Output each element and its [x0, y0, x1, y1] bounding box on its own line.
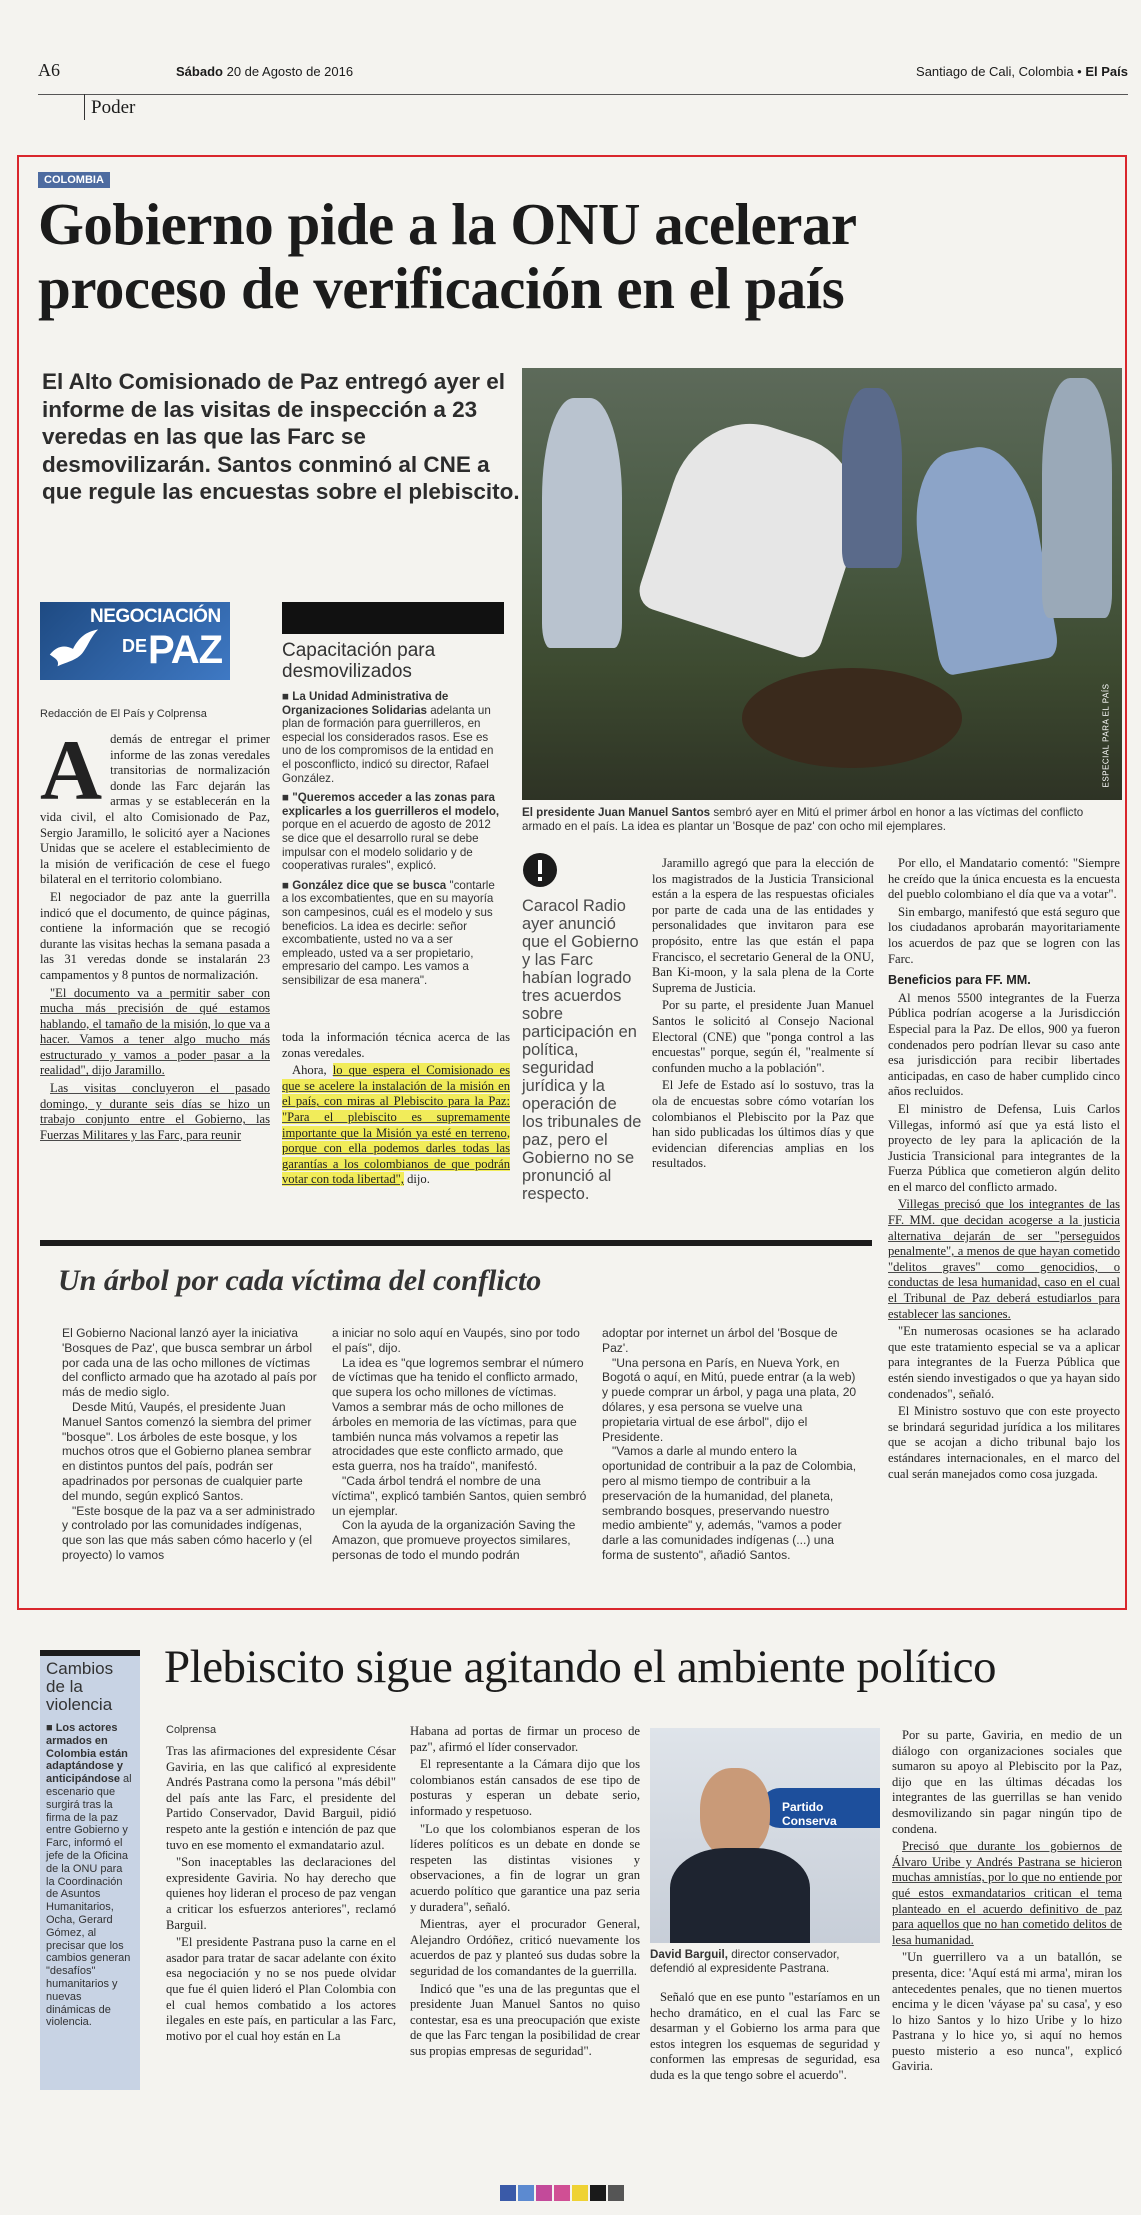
tree-paragraph: "Cada árbol tendrá el nombre de una víctima", explicó también Santos, quien sembró un ejemplar. — [332, 1473, 587, 1518]
photo-soil — [742, 668, 962, 768]
article-paragraph: Villegas precisó que los integrantes de las FF. MM. que decidan acogerse a la justicia alternativa dejarán de ser "perseguidos penalmente", a menos de que hayan cometido "delitos graves" como genocidios, o conductas de lesa humanidad, caso en el cual el Tribunal de Paz deberá estudiarlos para establecer las sanciones. — [888, 1197, 1120, 1321]
article-paragraph: "Lo que los colombianos esperan de los líderes políticos es un debate en donde se respeten las distintas visiones y observaciones, a fin de lograr un gran acuerdo político que garantice una paz seria y duradera", señaló. — [410, 1821, 640, 1914]
color-swatch — [590, 2185, 606, 2201]
article-paragraph: "El presidente Pastrana puso la carne en el asador para tratar de sacar adelante con éxito esa negociación y no se nos puede olvidar que fue él quien lideró el Plan Colombia con el cual hemos combatido a los actores ilegales en este país, en particular a las Farc, motivo por el cual hoy están en La — [166, 1935, 396, 2043]
violence-sidebar — [40, 1650, 140, 2090]
article-paragraph: Señaló que en ese punto "estaríamos en un hecho dramático, en el cual las Farc se desarman y el Gobierno los arma para que estos integren los esquemas de seguridad y conformen las empresas de seguridad, esa duda es la que tengo sobre el acuerdo". — [650, 1990, 880, 2082]
caption-text: sembró ayer en Mitú el primer árbol en honor a las víctimas del conflicto armado en el país. La idea es plantar un 'Bosque de paz' con ocho mil ejemplares. — [522, 806, 1084, 833]
second-byline: Colprensa — [166, 1724, 217, 1736]
sidebar-bullet-2: ■ "Queremos acceder a las zonas para explicarles a los guerrilleros el modelo, porque en el acuerdo de agosto de 2012 se dice que el desarrollo rural se debe impulsar con el modelo solidario y de cooperativas rurales", explicó. — [282, 791, 500, 873]
headline-line-2: proceso de verificación en el país — [38, 255, 845, 321]
sidebar-bullets — [282, 690, 504, 987]
article-column-2 — [282, 1030, 510, 1190]
tree-column-3 — [602, 1326, 858, 1563]
photo-credit: ESPECIAL PARA EL PAÍS — [1101, 683, 1111, 788]
article-column-5 — [888, 856, 1120, 1484]
barguil-photo — [650, 1728, 880, 1943]
article-paragraph: El ministro de Defensa, Luis Carlos Villegas, informó así que ya está listo el proyecto de ley para la aplicación de la Justicia Transicional para integrantes de la Fuerza Pública que cometieron algún delito en el marco del conflicto armado. — [888, 1101, 1120, 1194]
sidebar-bullet-3-text: "contarle a los excombatientes, que en su mayoría son campesinos, cuál es el modelo y sus beneficios. La idea es decirle: señor excombatiente, usted no va a ser empleado, usted va a ser propietario, empresario del campo. Les vamos a sensibilizar de esa manera". — [282, 878, 495, 987]
issue-date — [176, 64, 353, 79]
sidebar-bullet-1: ■ La Unidad Administrativa de Organizaciones Solidarias adelanta un plan de formación para guerrilleros, en especial los considerados rasos. Ese es uno de los compromisos de la entidad en el posconflicto, indicó su director, Rafael González. — [282, 690, 494, 785]
training-sidebar — [282, 602, 504, 987]
paragraph-start: Ahora, — [292, 1063, 327, 1078]
article-paragraph: Precisó que durante los gobiernos de Álvaro Uribe y Andrés Pastrana se hicieron muchas amnistías, por lo que no entiende por qué estos exmandatarios critican el tema planteado en el acuerdo definitivo de paz para aquellos que no han cometido delitos de lesa humanidad. — [892, 1839, 1122, 1947]
logo-text-negociacion: NEGOCIACIÓN — [90, 606, 221, 627]
article-paragraph: "Un guerrillero va a un batallón, se presenta, dice: 'Aquí está mi arma', miran los antecedentes penales, que no tienen muertos encima y le dicen 'váyase pa' su casa', y eso lo hizo Santos y lo hizo Uribe y lo hizo Pastrana y lo hice yo, si aquí no hemos puesto misterio a eso nunca", explicó Gaviria. — [892, 1950, 1122, 2074]
tree-paragraph: El Gobierno Nacional lanzó ayer la iniciativa 'Bosques de Paz', que busca sembrar un árbol por cada una de las ocho millones de víctimas del conflicto armado que ha azotado al país por más de medio siglo. — [62, 1326, 317, 1400]
caption-bold: El presidente Juan Manuel Santos — [522, 806, 711, 819]
city-text: Santiago de Cali, Colombia • — [916, 64, 1082, 79]
sidebar-bullet-2-bold: "Queremos acceder a las zonas para explicarles a los guerrilleros el modelo, — [282, 791, 500, 818]
callout-box — [522, 852, 642, 1203]
article-paragraph: Por ello, el Mandatario comentó: "Siempre he creído que la única encuesta es la encuesta del pueblo colombiano el día que va a votar". — [888, 856, 1120, 902]
article-paragraph: Mientras, ayer el procurador General, Alejandro Ordóñez, criticó nuevamente los acuerdos de paz y planteó sus dudas sobre la seguridad de los comandantes de la guerrilla. — [410, 1917, 640, 1978]
article-paragraph: Las visitas concluyeron el pasado domingo, y durante seis días se hizo un trabajo conjunto entre el Gobierno, las Fuerzas Militares y las Farc, para reunir — [40, 1081, 270, 1142]
tree-feature-box — [40, 1240, 872, 1605]
second-column-3 — [650, 1990, 880, 2086]
tree-column-2 — [332, 1326, 588, 1563]
section-label: Poder — [91, 97, 136, 118]
second-column-1 — [166, 1744, 396, 2046]
first-paragraph-text: demás de entregar el primer informe de las zonas veredales transitorias de normalización donde las Farc dejarán las armas y se establecerán en la vida civil, el alto Comisionado de Paz, Sergio Jaramillo, le solicitó ayer a Naciones Unidas que se acelere el establecimiento de la misión de verificación de cese el fuego bilateral en el territorio colombiano. — [40, 732, 270, 887]
tree-column-1 — [62, 1326, 318, 1563]
article-paragraph: Tras las afirmaciones del expresidente César Gaviria, en las que calificó al expresidente Andrés Pastrana como la persona "más débil" del país ante las Farc, el presidente del Partido Conservador, David Barguil, pidió respeto ante la gestión e intención de paz que tuvo en ese momento el exmandatario azul. — [166, 1744, 396, 1852]
article-paragraph: Por su parte, el presidente Juan Manuel Santos le solicitó al Consejo Nacional Electoral (CNE) que "ponga control a las encuestas" porque, según él, "realmente sí confunden mucho a la población". — [652, 998, 874, 1075]
sidebar-title: Capacitación para desmovilizados — [282, 640, 436, 682]
tree-paragraph: "Una persona en París, en Nueva York, en Bogotá o aquí, en Mitú, puede entrar (a la web) y puede comprar un árbol, y paga una plata, 20 dólares, y esa persona se vuelve una propietaria virtual de ese árbol", dijo el Presidente. — [602, 1355, 857, 1444]
sidebar-bullet-3-bold: González dice que se busca — [292, 878, 447, 892]
article-column-1 — [40, 722, 270, 1145]
photo-figure — [904, 439, 1060, 676]
article-paragraph: El representante a la Cámara dijo que los colombianos están cansados de ese tipo de posturas y esperan un debate serio, informado y respetuoso. — [410, 1757, 640, 1818]
paragraph-end: dijo. — [407, 1172, 430, 1187]
tree-paragraph: adoptar por internet un árbol del 'Bosque de Paz'. — [602, 1326, 838, 1355]
article-paragraph: Sin embargo, manifestó que está seguro que los ciudadanos aprobarán mayoritariamente los acuerdos de paz que se logren con las Farc. — [888, 904, 1120, 966]
violence-sidebar-bold: Los actores armados en Colombia están adaptándose y anticipándose — [46, 1722, 128, 1786]
tree-paragraph: Con la ayuda de la organización Saving the Amazon, que promueve proyectos similares, personas de todo el mundo podrán — [332, 1518, 576, 1562]
color-swatch — [518, 2185, 534, 2201]
issue-day: Sábado — [176, 64, 223, 79]
logo-text-paz: PAZ — [148, 628, 223, 672]
main-headline — [38, 192, 1118, 320]
section-tab — [84, 94, 148, 120]
photo-figure — [842, 388, 902, 568]
tree-paragraph: Desde Mitú, Vaupés, el presidente Juan Manuel Santos comenzó la siembra del primer "bosque". Los árboles de este bosque, y los muchos otros que el Gobierno planea sembrar en distintos puntos del país, podrán ser apadrinados por personas de cualquier parte del mundo, según explicó Santos. — [62, 1399, 312, 1503]
subhead-benefits: Beneficios para FF. MM. — [888, 973, 1031, 988]
second-column-2 — [410, 1724, 640, 2061]
tree-feature-title: Un árbol por cada víctima del conflicto — [58, 1264, 542, 1297]
tree-paragraph: "Vamos a darle al mundo entero la oportunidad de contribuir a la paz de Colombia, pero al mismo tiempo de contribuir a la preservación de la humanidad, del planeta, sembrando bosques, preservando nuestro medio ambiente" y, además, "vamos a poder darle a las comunidades indígenas (...) una forma de sustento", añadió Santos. — [602, 1444, 857, 1562]
sidebar-bullet-2-text: porque en el acuerdo de agosto de 2012 se dice que el desarrollo rural se debe impulsar con el modelo solidario y de cooperativas rurales", explicó. — [282, 818, 491, 873]
highlighted-paragraph — [282, 1063, 510, 1188]
second-headline: Plebiscito sigue agitando el ambiente político — [164, 1641, 996, 1693]
color-swatch — [536, 2185, 552, 2201]
violence-sidebar-text: ■ Los actores armados en Colombia están adaptándose y anticipándose al escenario que surgirá tras la firma de la paz entre Gobierno y Farc, informó el jefe de la Oficina de la ONU para la Coordinación de Asuntos Humanitarios, Ocha, Gerard Gómez, al precisar que los cambios generan "desafíos" humanitarios y nuevas dinámicas de violencia. — [46, 1722, 132, 2029]
photo-head — [700, 1768, 770, 1858]
color-swatch — [608, 2185, 624, 2201]
photo-suit — [670, 1848, 810, 1943]
page-number: A6 — [38, 60, 60, 80]
masthead-location — [916, 64, 1128, 79]
header-rule — [38, 94, 1128, 95]
photo-banner — [760, 1788, 880, 1828]
sidebar-bullet-1-text: adelanta un plan de formación para guerrilleros, en especial los considerados rasos. Ese es uno de los compromisos de la entidad en el posconflicto, indicó su director, Rafael González. — [282, 703, 494, 785]
article-paragraph: Al menos 5500 integrantes de la Fuerza Pública podrían acogerse a la Jurisdicción Especial para la Paz. De ellos, 900 ya fueron condenados pero podrían llevar su caso ante esa jurisdicción para recibir libertades anticipadas, en caso de haber cumplido cinco años recluidos. — [888, 990, 1120, 1099]
violence-sidebar-title: Cambios de la violencia — [46, 1659, 114, 1714]
article-column-4 — [652, 856, 874, 1174]
drop-cap: A — [40, 722, 103, 818]
article-paragraph: "Son inaceptables las declaraciones del expresidente Gaviria. No hay derecho que quienes hoy lideran el proceso de paz vengan a criticar los esfuerzos anteriores", reclamó Barguil. — [166, 1855, 396, 1932]
photo-figure — [542, 398, 622, 648]
sidebar-bullet-3: ■ González dice que se busca "contarle a los excombatientes, que en su mayoría son campesinos, cuál es el modelo y sus beneficios. La idea es decirle: señor excombatiente, usted no va a ser empleado, usted va a ser propietario, empresario del campo. Les vamos a sensibilizar de esa manera". — [282, 878, 495, 987]
violence-sidebar-body: al escenario que surgirá tras la firma de la paz entre Gobierno y Farc, informó el jefe de la Oficina de la ONU para la Coordinación de Asuntos Humanitarios, Ocha, Gerard Gómez, al precisar que los cambios generan "desafíos" humanitarios y nuevas dinámicas de violencia. — [46, 1773, 132, 2029]
color-swatch — [572, 2185, 588, 2201]
article-paragraph: "El documento va a permitir saber con mucha más precisión de qué estamos hablando, el tamaño de la misión, lo que va a hacer. Vamos a tener algo mucho más estructurado y vamos a poder pasar a la realidad", dijo Jaramillo. — [40, 985, 270, 1078]
color-swatch — [554, 2185, 570, 2201]
issue-date-rest: 20 de Agosto de 2016 — [226, 64, 354, 79]
article-paragraph: toda la información técnica acerca de las zonas veredales. — [282, 1030, 510, 1060]
color-swatch — [500, 2185, 516, 2201]
second-column-4 — [892, 1728, 1122, 2077]
peace-negotiation-logo — [40, 602, 230, 680]
lead-paragraph: El Alto Comisionado de Paz entregó ayer el informe de las visitas de inspección a 23 veredas en las que las Farc se desmovilizarán. Santos conminó al CNE a que regule las encuestas sobre el plebiscito. — [42, 369, 520, 504]
barguil-caption — [650, 1948, 880, 1976]
headline-line-1: Gobierno pide a la ONU acelerar — [38, 191, 857, 257]
tree-paragraph: La idea es "que logremos sembrar el número de víctimas que ha tenido el conflicto armado, que supera los ocho millones de víctimas. Vamos a sembrar más de ocho millones de árboles en memoria de las víctimas, para que también nunca más volvamos a repetir las atrocidades que este conflicto armado, que esta guerra, nos ha traído", manifestó. — [332, 1355, 584, 1474]
tree-paragraph: "Este bosque de la paz va a ser administrado y controlado por las comunidades indígenas, que son las que más saben cómo hacerlo y (el proyecto) lo vamos — [62, 1503, 315, 1562]
photo-figure — [1042, 378, 1112, 618]
article-paragraph: El negociador de paz ante la guerrilla indicó que el documento, de quince páginas, contiene la información que se recogió durante las visitas hechas la semana pasada a las 31 veredas donde se instalarán 23 campamentos y 8 puntos de normalización. — [40, 889, 270, 982]
logo-text-de: DE — [122, 636, 148, 656]
caption-text: director conservador, defendió al expresidente Pastrana. — [650, 1948, 840, 1975]
article-paragraph: Jaramillo agregó que para la elección de los magistrados de la Justicia Transicional están a la espera de las respuestas oficiales por parte de cada una de las entidades y personalidades que invitaron para ese propósito, entre las que están el papa Francisco, el secretario General de la ONU, Ban Ki-moon, y la sala plena de la Corte Suprema de Justicia. — [652, 856, 874, 995]
paper-name: El País — [1085, 64, 1128, 79]
callout-text: Caracol Radio ayer anunció que el Gobierno y las Farc habían logrado tres acuerdos sobre participación en política, seguridad jurídica y la operación de los tribunales de paz, pero el Gobierno no se pronunció al respecto. — [522, 897, 642, 1203]
article-first-paragraph — [40, 722, 270, 888]
photo-caption — [522, 806, 1122, 834]
article-paragraph: Indicó que "es una de las preguntas que el presidente Juan Manuel Santos no quiso contestar, esa es una preocupación que existe de que las Farc tengan la posibilidad de crear sus propias empresas de seguridad". — [410, 1981, 640, 2058]
exclamation-icon — [522, 852, 558, 888]
kicker: COLOMBIA — [38, 172, 110, 188]
article-paragraph: El Jefe de Estado así lo sostuvo, tras la ola de encuestas sobre cómo votarían los colombianos el Plebiscito por la Paz que han sido publicadas los últimos días y que evidencian diferencias amplias en los resultados. — [652, 1078, 874, 1171]
sidebar-bullet-1-bold: La Unidad Administrativa de Organizaciones Solidarias — [282, 690, 449, 717]
sidebar-bar — [282, 602, 504, 634]
page-header — [38, 60, 1128, 120]
banner-text: Partido Conserva — [782, 1800, 837, 1828]
caption-bold: David Barguil, — [650, 1948, 728, 1961]
article-paragraph: Habana ad portas de firmar un proceso de paz", afirmó el líder conservador. — [410, 1724, 640, 1754]
color-registration-bar — [500, 2185, 626, 2201]
article-paragraph: Por su parte, Gaviria, en medio de un diálogo con organizaciones sociales que sumaron su apoyo al Plebiscito por la Paz, dijo que en las últimas décadas los integrantes de las guerrillas se han venido desmovilizando sin pagar ningún tipo de condena. — [892, 1728, 1122, 1836]
article-paragraph: "En numerosas ocasiones se ha aclarado que este tratamiento especial se va a aplicar para integrantes de la Fuerza Pública que estén siendo investigados o que ya hayan sido condenados", señaló. — [888, 1324, 1120, 1401]
byline: Redacción de El País y Colprensa — [40, 708, 207, 720]
santos-tree-planting-photo — [522, 368, 1122, 800]
tree-paragraph: a iniciar no solo aquí en Vaupés, sino por todo el país", dijo. — [332, 1326, 580, 1355]
article-paragraph: El Ministro sostuvo que con este proyecto se brindará seguridad jurídica a los militares que se acojan a dicho tribunal bajo los estándares internacionales, en el marco del cual serán manejados como cosa juzgada. — [888, 1404, 1120, 1481]
highlighted-quote: lo que espera el Comisionado es que se acelere la instalación de la misión en el país, con miras al Plebiscito para la Paz: "Para el plebiscito es supremamente importante que la Misión ya esté en terreno, porque con ella podemos darles todas las garantías a los colombianos de que podrán votar con toda libertad", — [282, 1063, 510, 1187]
